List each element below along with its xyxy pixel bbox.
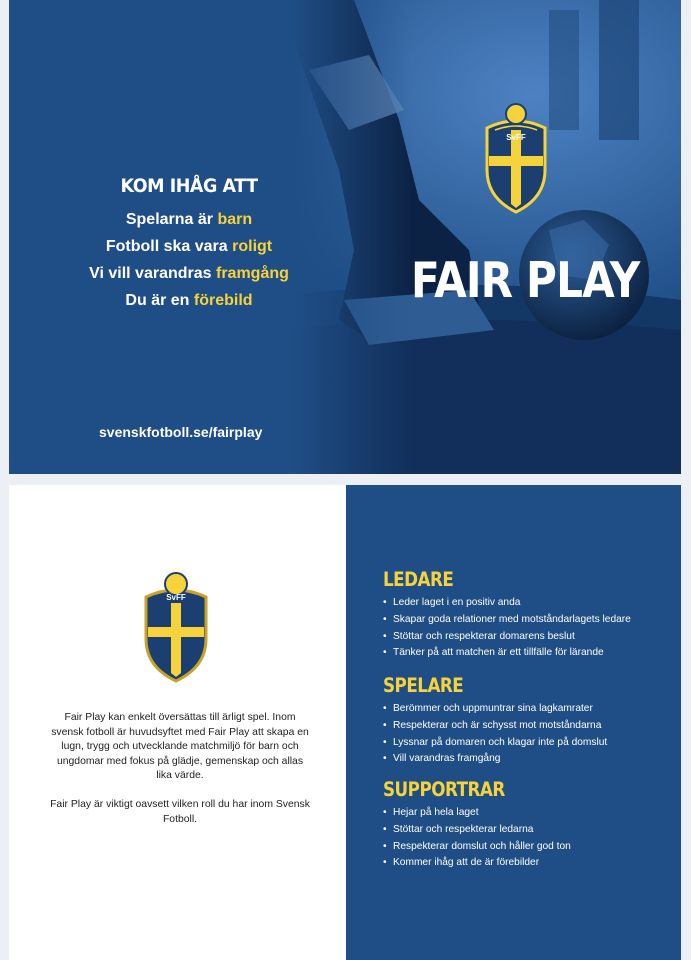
section-list (383, 701, 681, 768)
list-item: • Vill varandras framgång (383, 751, 681, 768)
reminder-highlight: barn (217, 211, 253, 228)
list-item: • Stöttar och respekterar ledarna (383, 822, 681, 839)
intro-text (49, 711, 311, 841)
reminder-line (69, 206, 309, 233)
reminder-text: Spelarna är (125, 211, 218, 228)
list-item: • Leder laget i en positiv anda (383, 595, 681, 612)
section-title: SPELARE (383, 674, 464, 697)
reminder-text: Fotboll ska vara (105, 238, 233, 255)
section-list (383, 595, 681, 662)
list-item: • Lyssnar på domaren och klagar inte på domslut (383, 735, 681, 752)
reminder-text: Du är en (125, 292, 194, 309)
list-item: • Stöttar och respekterar domarens beslut (383, 629, 681, 646)
reminder-line (69, 233, 309, 260)
list-item: • Berömmer och uppmuntrar sina lagkamrater (383, 701, 681, 718)
intro-paragraph: Fair Play är viktigt oavsett vilken roll du har inom Svensk Fotboll. (50, 798, 310, 825)
reminder-highlight: förebild (193, 292, 253, 309)
list-item: • Respekterar och är schysst mot motståndarna (383, 718, 681, 735)
section-title: LEDARE (383, 568, 454, 591)
intro-paragraph: Fair Play kan enkelt översättas till ärligt spel. Inom svensk fotboll är huvudsyftet med Fair Play att skapa en lugn, trygg och utvecklande matchmiljö för barn och ungdomar med fokus på glädje, gemenskap och allas lika värde. (51, 712, 309, 782)
section-ledare (383, 568, 681, 662)
reminder-highlight: roligt (232, 238, 273, 255)
section-spelare (383, 674, 681, 768)
fair-play-headline: FAIR PLAY (411, 252, 640, 309)
reminder-line (69, 260, 309, 287)
reminder-line (69, 287, 309, 314)
reminder-highlight: framgång (215, 265, 289, 282)
reminder-title: KOM IHÅG ATT (120, 175, 258, 197)
svff-crest-icon (481, 100, 551, 215)
list-item: • Respekterar domslut och håller god ton (383, 839, 681, 856)
fair-play-inside (9, 485, 681, 960)
svg-text:SvFF: SvFF (166, 593, 186, 602)
section-title: SUPPORTRAR (383, 778, 505, 801)
list-item: • Kommer ihåg att de är förebilder (383, 855, 681, 872)
svff-crest-icon (140, 569, 212, 685)
svg-text:SvFF: SvFF (506, 133, 526, 142)
fairplay-url[interactable]: svenskfotboll.se/fairplay (99, 424, 263, 440)
reminder-text: Vi vill varandras (89, 265, 216, 282)
section-list (383, 805, 681, 872)
reminder-block (69, 175, 309, 314)
list-item: • Hejar på hela laget (383, 805, 681, 822)
intro-panel (9, 485, 346, 960)
fair-play-cover (9, 0, 681, 474)
list-item: • Skapar goda relationer med motståndarlagets ledare (383, 612, 681, 629)
list-item: • Tänker på att matchen är ett tillfälle för lärande (383, 645, 681, 662)
roles-panel (346, 485, 681, 960)
section-supportrar (383, 778, 681, 872)
